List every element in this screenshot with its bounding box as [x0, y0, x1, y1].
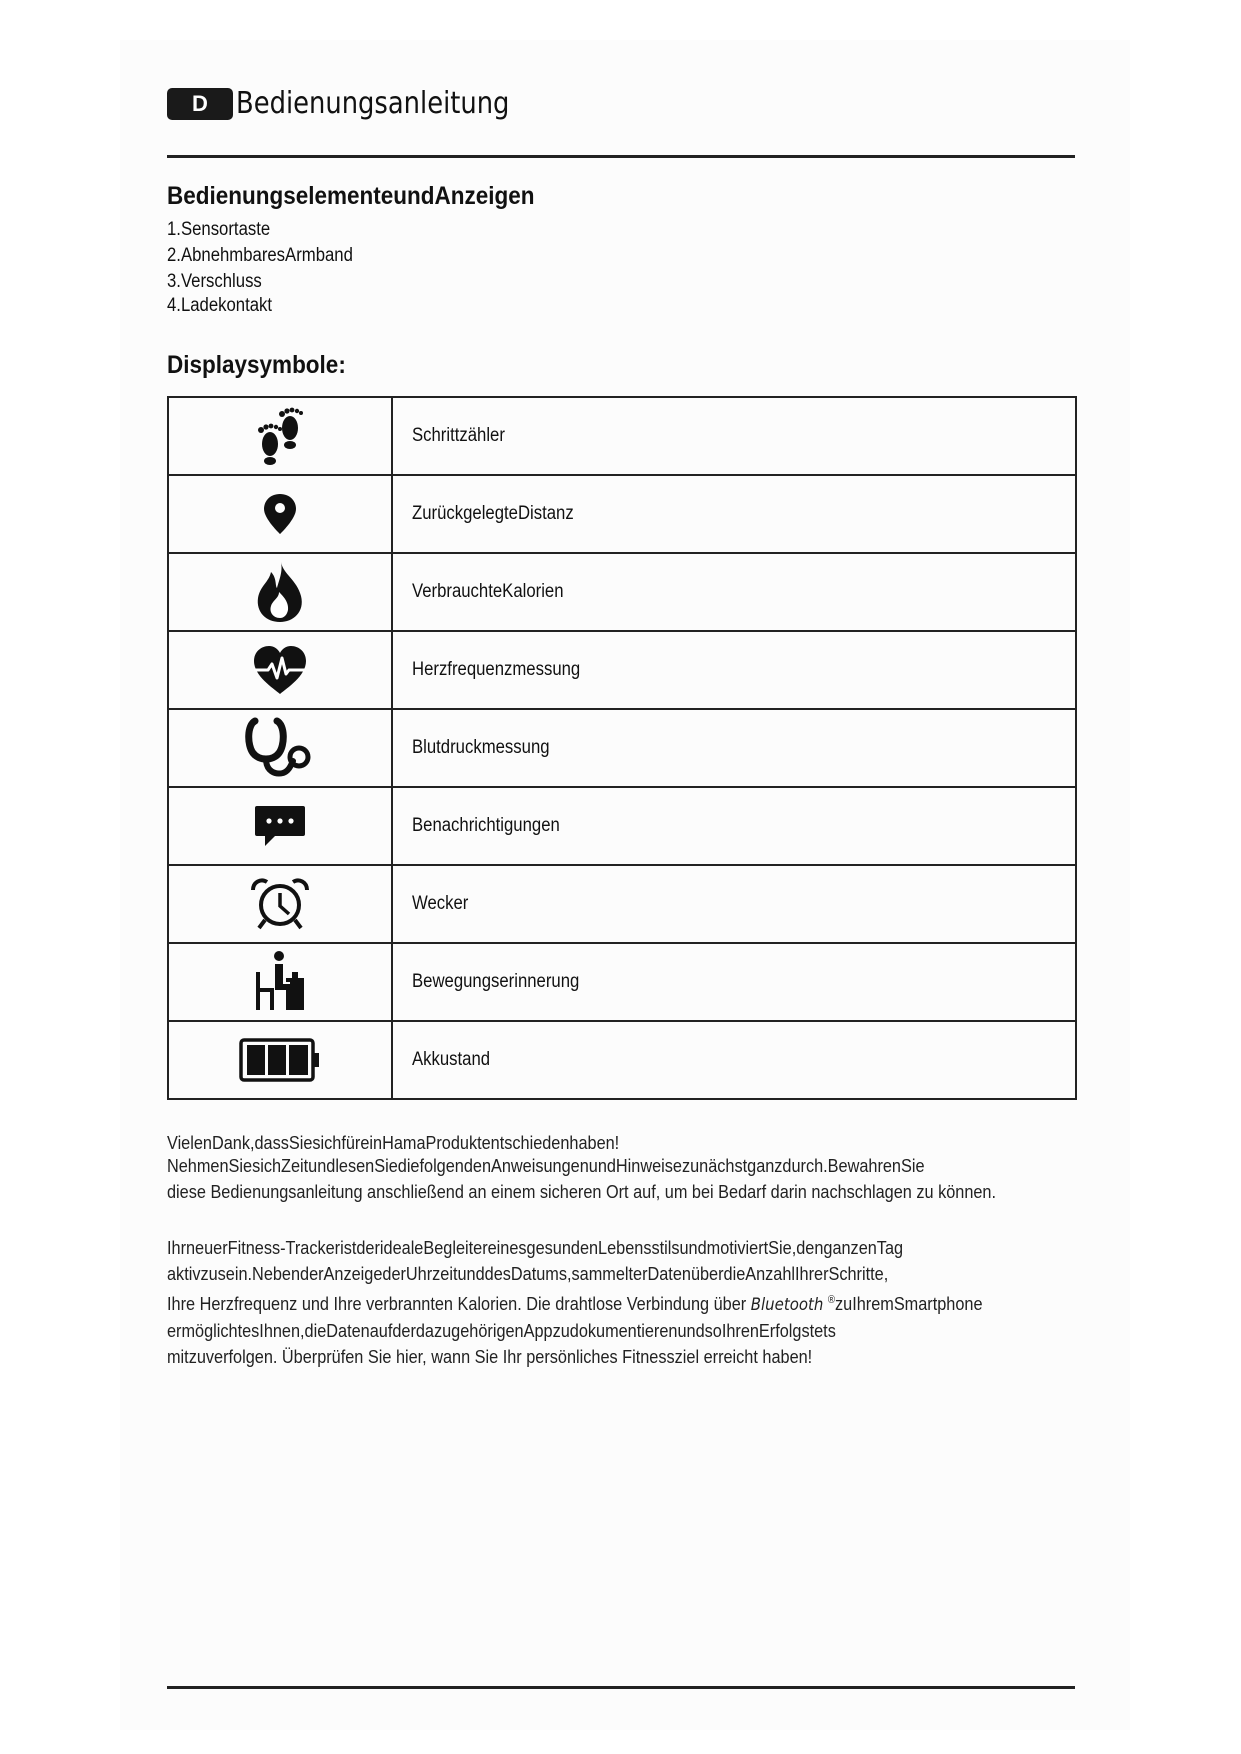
intro-line: diese Bedienungsanleitung anschließend an einem sicheren Ort auf, um bei Bedarf darin nachschlagen zu können.: [167, 1181, 997, 1202]
table-row: [168, 787, 1076, 865]
label-cell: [392, 1021, 1076, 1099]
description-line: aktivzusein.NebenderAnzeigederUhrzeitunddesDatums,sammelterDatenüberdieAnzahlIhrerSchritte,: [167, 1263, 889, 1284]
description-line: [167, 1287, 983, 1318]
table-row: [168, 553, 1076, 631]
intro-line: VielenDank,dassSiesichfüreinHamaProduktentschiedenhaben!: [167, 1132, 620, 1153]
label-cell: [392, 787, 1076, 865]
description-paragraph: [167, 1235, 1087, 1370]
display-symbols-table: [167, 396, 1077, 1100]
icon-cell: [168, 475, 392, 553]
label-cell: [392, 865, 1076, 943]
symbol-label: Schrittzähler: [412, 425, 505, 446]
icon-cell: [168, 631, 392, 709]
icon-cell: [168, 553, 392, 631]
icon-cell: [168, 397, 392, 475]
table-row: [168, 397, 1076, 475]
page-header: [167, 86, 554, 121]
display-symbols-heading: Displaysymbole:: [167, 351, 346, 379]
list-item: 1.Sensortaste: [167, 219, 271, 240]
description-line: ermöglichtesIhnen,dieDatenaufderdazugehörigenAppzudokumentierenundsoIhrenErfolgstets: [167, 1320, 836, 1342]
footer-rule: [167, 1686, 1075, 1689]
symbol-label: Benachrichtigungen: [412, 815, 560, 836]
icon-cell: [168, 709, 392, 787]
manual-title: Bedienungsanleitung: [236, 86, 510, 121]
table-row: [168, 475, 1076, 553]
symbol-label: Blutdruckmessung: [412, 737, 550, 758]
label-cell: [392, 475, 1076, 553]
sitting-person-icon: [252, 950, 308, 1014]
icon-cell: [168, 1021, 392, 1099]
description-line: IhrneuerFitness-TrackeristderidealeBegleitereinesgesundenLebensstilsundmotiviertSie,denganzenTag: [167, 1237, 904, 1258]
table-row: [168, 709, 1076, 787]
symbol-label: VerbrauchteKalorien: [412, 581, 564, 602]
controls-heading: BedienungselementeundAnzeigen: [167, 182, 535, 210]
alarm-clock-icon: [249, 876, 311, 932]
icon-cell: [168, 943, 392, 1021]
symbol-label: Bewegungserinnerung: [412, 971, 580, 992]
chat-bubble-icon: [253, 804, 307, 848]
table-row: [168, 631, 1076, 709]
header-rule: [167, 155, 1075, 158]
list-item: 2.AbnehmbaresArmband: [167, 245, 353, 266]
label-cell: [392, 397, 1076, 475]
registered-mark: ®: [827, 1294, 836, 1306]
icon-cell: [168, 787, 392, 865]
symbol-label: Wecker: [412, 893, 469, 914]
description-text: Ihre Herzfrequenz und Ihre verbrannten Kalorien. Die drahtlose Verbindung über: [167, 1293, 751, 1315]
location-pin-icon: [260, 492, 300, 536]
label-cell: [392, 709, 1076, 787]
list-item: 4.Ladekontakt: [167, 295, 273, 316]
label-cell: [392, 553, 1076, 631]
description-line: mitzuverfolgen. Überprüfen Sie hier, wann Sie Ihr persönliches Fitnessziel erreicht haben!: [167, 1346, 813, 1368]
table-row: [168, 865, 1076, 943]
heart-pulse-icon: [251, 644, 309, 696]
battery-full-icon: [238, 1036, 322, 1084]
controls-list: [167, 217, 378, 319]
description-text: zuIhremSmartphone: [835, 1293, 983, 1315]
list-item: 3.Verschluss: [167, 271, 262, 292]
stethoscope-icon: [245, 717, 315, 779]
flame-icon: [253, 560, 307, 624]
symbol-label: Akkustand: [412, 1049, 491, 1070]
symbol-label: Herzfrequenzmessung: [412, 659, 581, 680]
bluetooth-brand: Bluetooth: [750, 1295, 824, 1316]
language-badge: D: [167, 88, 233, 120]
icon-cell: [168, 865, 392, 943]
footprints-icon: [250, 406, 310, 466]
symbol-label: ZurückgelegteDistanz: [412, 503, 574, 524]
intro-paragraph: [167, 1130, 1087, 1205]
label-cell: [392, 943, 1076, 1021]
table-row: [168, 943, 1076, 1021]
intro-line: NehmenSiesichZeitundlesenSiediefolgendenAnweisungenundHinweisezunächstganzdurch.BewahrenSie: [167, 1155, 925, 1176]
table-row: [168, 1021, 1076, 1099]
label-cell: [392, 631, 1076, 709]
